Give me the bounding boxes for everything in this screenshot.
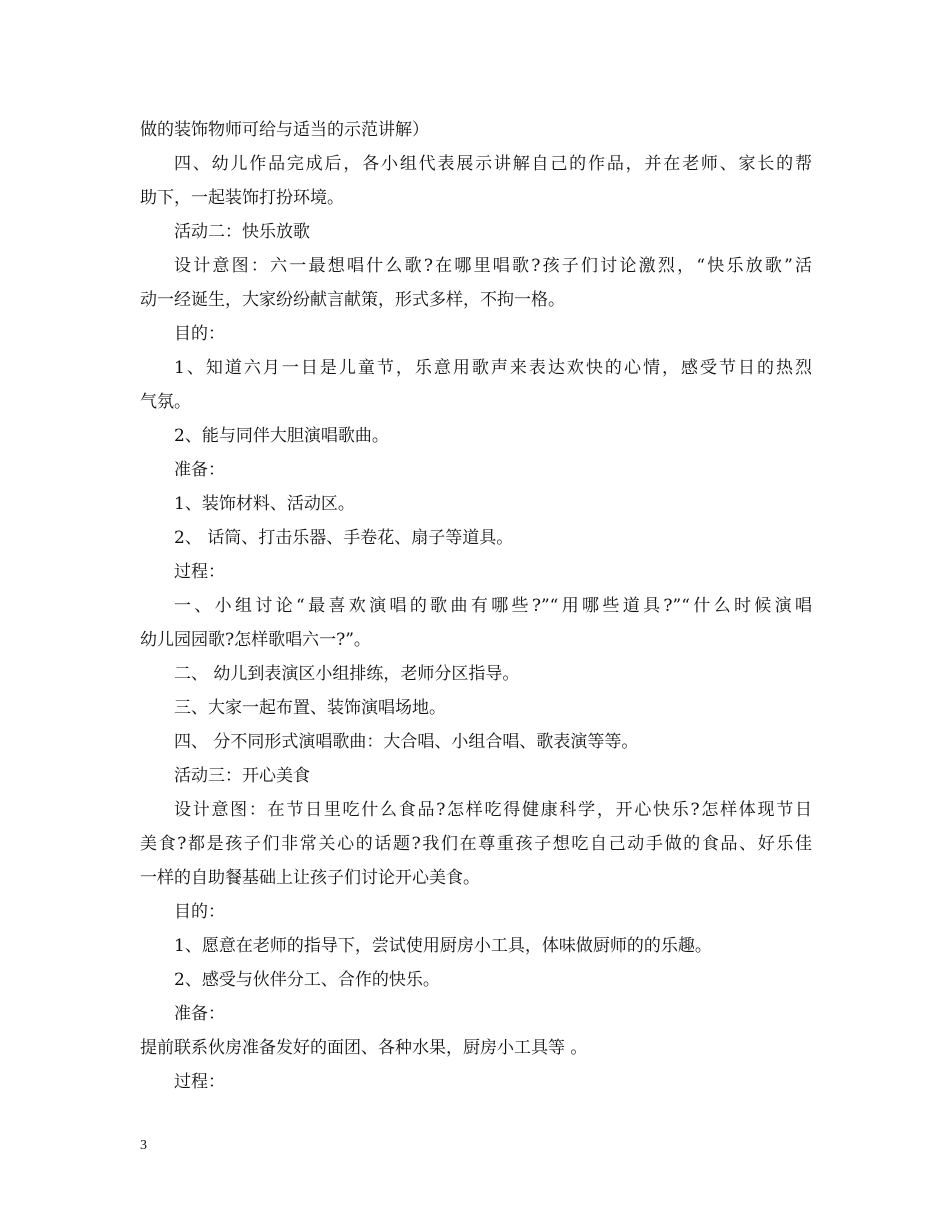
text-line: 美食?都是孩子们非常关心的话题?我们在尊重孩子想吃自己动手做的食品、好乐佳 bbox=[140, 834, 812, 854]
text-line: 设计意图：六一最想唱什么歌?在哪里唱歌?孩子们讨论激烈，“快乐放歌”活 bbox=[174, 256, 812, 276]
text-line: 提前联系伙房准备发好的面团、各种水果，厨房小工具等 。 bbox=[140, 1038, 588, 1058]
text-line: 气氛。 bbox=[140, 392, 191, 412]
text-line: 1、装饰材料、活动区。 bbox=[174, 494, 355, 514]
text-line: 设计意图：在节日里吃什么食品?怎样吃得健康科学，开心快乐?怎样体现节日 bbox=[174, 800, 812, 820]
subheading: 准备： bbox=[174, 460, 225, 480]
text-line: 一样的自助餐基础上让孩子们讨论开心美食。 bbox=[140, 868, 480, 888]
text-line: 2、 话筒、打击乐器、手卷花、扇子等道具。 bbox=[174, 528, 514, 548]
section-heading: 活动二：快乐放歌 bbox=[174, 222, 310, 242]
text-line: 四、幼儿作品完成后，各小组代表展示讲解自己的作品，并在老师、家长的帮 bbox=[174, 154, 812, 174]
text-line: 做的装饰物师可给与适当的示范讲解） bbox=[140, 120, 429, 140]
text-line: 1、愿意在老师的指导下，尝试使用厨房小工具，体味做厨师的的乐趣。 bbox=[174, 936, 712, 956]
text-line: 一、小组讨论“最喜欢演唱的歌曲有哪些?”“用哪些道具?”“什么时候演唱 bbox=[174, 596, 812, 616]
text-line: 助下，一起装饰打扮环境。 bbox=[140, 188, 344, 208]
text-line: 动一经诞生，大家纷纷献言献策，形式多样，不拘一格。 bbox=[140, 290, 565, 310]
text-line: 2、感受与伙伴分工、合作的快乐。 bbox=[174, 970, 440, 990]
subheading: 过程： bbox=[174, 562, 225, 582]
page-number: 3 bbox=[140, 1138, 147, 1153]
subheading: 准备： bbox=[174, 1004, 225, 1024]
text-line: 四、 分不同形式演唱歌曲：大合唱、小组合唱、歌表演等等。 bbox=[174, 732, 639, 752]
subheading: 目的： bbox=[174, 324, 225, 344]
section-heading: 活动三：开心美食 bbox=[174, 766, 310, 786]
text-line: 1、知道六月一日是儿童节，乐意用歌声来表达欢快的心情，感受节日的热烈 bbox=[174, 358, 812, 378]
text-line: 幼儿园园歌?怎样歌唱六一?”。 bbox=[140, 630, 371, 650]
text-line: 二、 幼儿到表演区小组排练，老师分区指导。 bbox=[174, 664, 520, 684]
text-line: 三、大家一起布置、装饰演唱场地。 bbox=[174, 698, 446, 718]
subheading: 目的： bbox=[174, 902, 225, 922]
text-line: 2、能与同伴大胆演唱歌曲。 bbox=[174, 426, 389, 446]
subheading: 过程： bbox=[174, 1072, 225, 1092]
document-body bbox=[140, 113, 812, 1099]
